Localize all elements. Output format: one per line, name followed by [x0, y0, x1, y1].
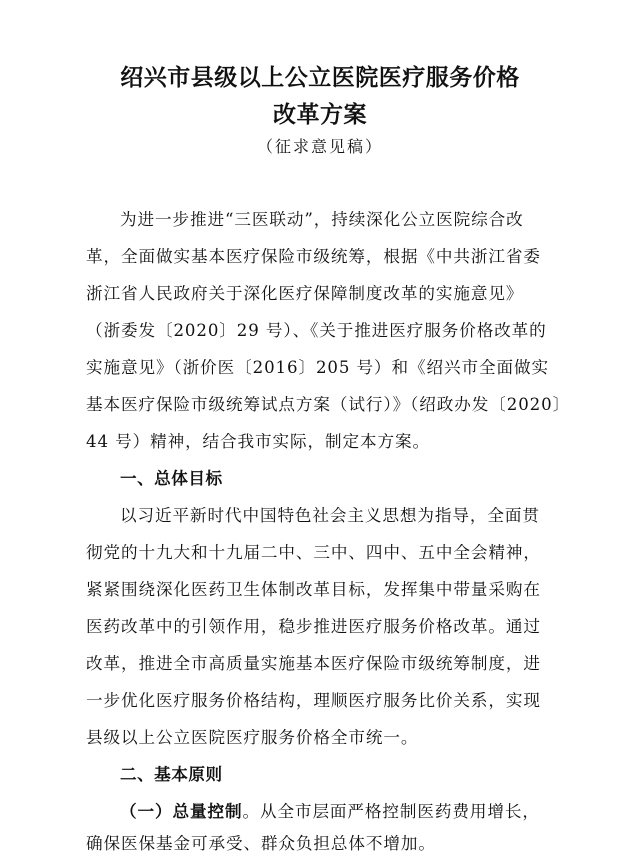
section-heading-2: 二、基本原则 — [120, 765, 223, 784]
paragraph-2-line: 一步优化医疗服务价格结构，理顺医疗服务比价关系，实现 — [86, 691, 541, 710]
principle-1-line — [120, 799, 556, 825]
paragraph-2-line: 以习近平新时代中国特色社会主义思想为指导，全面贯 — [120, 506, 540, 525]
paragraph-1-line: 浙江省人民政府关于深化医疗保障制度改革的实施意见》 — [86, 284, 524, 303]
paragraph-1-line: 44 号）精神，结合我市实际，制定本方案。 — [86, 432, 430, 451]
paragraph-1-line: 为进一步推进“三医联动”，持续深化公立医院综合改 — [120, 210, 524, 229]
document-subtitle: （征求意见稿） — [256, 137, 383, 156]
principle-1-text: 。从全市层面严格控制医药费用增长， — [242, 802, 540, 821]
paragraph-1-line: （浙委发〔2020〕29 号）、《关于推进医疗服务价格改革的 — [86, 321, 547, 340]
principle-1-label: （一）总量控制 — [120, 802, 243, 821]
principle-1-line: 确保医保基金可承受、群众负担总体不增加。 — [86, 834, 436, 853]
paragraph-2-line: 改革，推进全市高质量实施基本医疗保险市级统筹制度，进 — [86, 654, 541, 673]
paragraph-2-line: 县级以上公立医院医疗服务价格全市统一。 — [86, 728, 419, 747]
paragraph-1-line: 实施意见》（浙价医〔2016〕205 号）和《绍兴市全面做实 — [86, 358, 549, 377]
paragraph-1-line: 基本医疗保险市级统筹试点方案（试行）》（绍政办发〔2020〕 — [86, 395, 571, 414]
document-title-line-2: 改革方案 — [273, 102, 367, 128]
paragraph-2-line: 彻党的十九大和十九届二中、三中、四中、五中全会精神， — [86, 543, 541, 562]
paragraph-2-line: 医药改革中的引领作用，稳步推进医疗服务价格改革。通过 — [86, 617, 541, 636]
document-title-line-1: 绍兴市县级以上公立医院医疗服务价格 — [120, 65, 520, 91]
paragraph-1-line: 革，全面做实基本医疗保险市级统筹，根据《中共浙江省委 — [86, 247, 541, 266]
section-heading-1: 一、总体目标 — [120, 469, 223, 488]
paragraph-2-line: 紧紧围绕深化医药卫生体制改革目标，发挥集中带量采购在 — [86, 580, 541, 599]
